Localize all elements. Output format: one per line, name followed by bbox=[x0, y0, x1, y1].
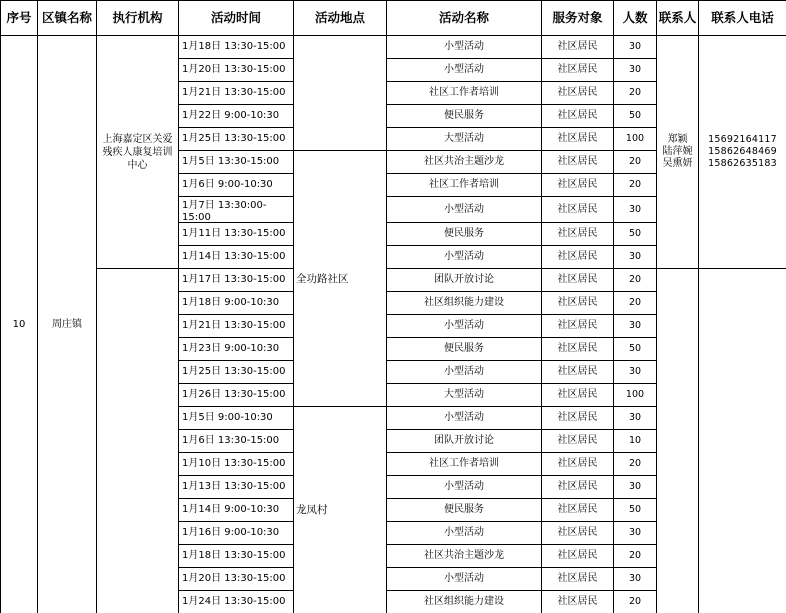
target-cell: 社区居民 bbox=[542, 568, 614, 591]
table-row bbox=[1, 36, 786, 59]
header-town: 区镇名称 bbox=[38, 1, 97, 36]
activity-name-cell: 小型活动 bbox=[387, 315, 542, 338]
contact-name: 郑颖 bbox=[667, 134, 688, 145]
target-cell: 社区居民 bbox=[542, 292, 614, 315]
count-cell: 20 bbox=[614, 269, 657, 292]
target-cell: 社区居民 bbox=[542, 246, 614, 269]
count-cell: 50 bbox=[614, 499, 657, 522]
time-cell: 1月21日 13:30-15:00 bbox=[179, 315, 294, 338]
count-cell: 30 bbox=[614, 476, 657, 499]
activity-name-cell: 便民服务 bbox=[387, 499, 542, 522]
time-cell: 1月11日 13:30-15:00 bbox=[179, 223, 294, 246]
target-cell: 社区居民 bbox=[542, 430, 614, 453]
header-org: 执行机构 bbox=[97, 1, 179, 36]
target-cell: 社区居民 bbox=[542, 36, 614, 59]
activity-name-cell: 社区组织能力建设 bbox=[387, 292, 542, 315]
activity-name-cell: 小型活动 bbox=[387, 36, 542, 59]
count-cell: 20 bbox=[614, 174, 657, 197]
index-cell: 10 bbox=[1, 36, 38, 613]
activity-name-cell: 大型活动 bbox=[387, 128, 542, 151]
count-cell: 50 bbox=[614, 105, 657, 128]
contact-name: 陆萍婉 bbox=[662, 146, 693, 157]
target-cell: 社区居民 bbox=[542, 315, 614, 338]
count-cell: 20 bbox=[614, 151, 657, 174]
time-cell: 1月22日 9:00-10:30 bbox=[179, 105, 294, 128]
count-cell: 30 bbox=[614, 197, 657, 223]
time-cell: 1月24日 13:30-15:00 bbox=[179, 591, 294, 613]
org-cell: 上海嘉定区关爱残疾人康复培训中心 bbox=[97, 36, 179, 269]
header-count: 人数 bbox=[614, 1, 657, 36]
target-cell: 社区居民 bbox=[542, 223, 614, 246]
activity-name-cell: 便民服务 bbox=[387, 338, 542, 361]
activity-name-cell: 社区工作者培训 bbox=[387, 82, 542, 105]
count-cell: 30 bbox=[614, 568, 657, 591]
time-cell: 1月14日 13:30-15:00 bbox=[179, 246, 294, 269]
count-cell: 50 bbox=[614, 223, 657, 246]
activity-name-cell: 大型活动 bbox=[387, 384, 542, 407]
activity-name-cell: 小型活动 bbox=[387, 476, 542, 499]
activity-name-cell: 社区共治主题沙龙 bbox=[387, 545, 542, 568]
target-cell: 社区居民 bbox=[542, 522, 614, 545]
phone-cell-empty bbox=[699, 269, 786, 613]
activity-name-cell: 小型活动 bbox=[387, 59, 542, 82]
target-cell: 社区居民 bbox=[542, 105, 614, 128]
time-cell: 1月20日 13:30-15:00 bbox=[179, 568, 294, 591]
location-cell: 龙凤村 bbox=[294, 407, 387, 613]
count-cell: 30 bbox=[614, 522, 657, 545]
time-cell: 1月18日 9:00-10:30 bbox=[179, 292, 294, 315]
time-cell: 1月20日 13:30-15:00 bbox=[179, 59, 294, 82]
activity-name-cell: 小型活动 bbox=[387, 407, 542, 430]
count-cell: 20 bbox=[614, 292, 657, 315]
contact-name: 吴熏妍 bbox=[662, 158, 693, 169]
count-cell: 30 bbox=[614, 246, 657, 269]
activity-name-cell: 便民服务 bbox=[387, 105, 542, 128]
target-cell: 社区居民 bbox=[542, 476, 614, 499]
count-cell: 20 bbox=[614, 82, 657, 105]
header-target: 服务对象 bbox=[542, 1, 614, 36]
location-cell: 全功路社区 bbox=[294, 151, 387, 407]
activity-name-cell: 团队开放讨论 bbox=[387, 430, 542, 453]
target-cell: 社区居民 bbox=[542, 499, 614, 522]
target-cell: 社区居民 bbox=[542, 128, 614, 151]
time-cell: 1月25日 13:30-15:00 bbox=[179, 128, 294, 151]
header-index: 序号 bbox=[1, 1, 38, 36]
phone-number: 15862635183 bbox=[708, 158, 777, 169]
activity-name-cell: 小型活动 bbox=[387, 522, 542, 545]
time-text: 1月7日 13:30:00-15:00 bbox=[182, 200, 267, 222]
time-cell: 1月26日 13:30-15:00 bbox=[179, 384, 294, 407]
time-cell: 1月16日 9:00-10:30 bbox=[179, 522, 294, 545]
target-cell: 社区居民 bbox=[542, 407, 614, 430]
time-cell: 1月6日 13:30-15:00 bbox=[179, 430, 294, 453]
activity-name-cell: 社区组织能力建设 bbox=[387, 591, 542, 613]
time-cell: 1月25日 13:30-15:00 bbox=[179, 361, 294, 384]
time-cell: 1月5日 13:30-15:00 bbox=[179, 151, 294, 174]
count-cell: 30 bbox=[614, 59, 657, 82]
activity-name-cell: 小型活动 bbox=[387, 361, 542, 384]
contact-cell-empty bbox=[657, 269, 699, 613]
phone-cell bbox=[699, 36, 786, 269]
contact-cell bbox=[657, 36, 699, 269]
org-cell-empty bbox=[97, 269, 179, 613]
target-cell: 社区居民 bbox=[542, 361, 614, 384]
town-cell: 周庄镇 bbox=[38, 36, 97, 613]
location-cell bbox=[294, 36, 387, 151]
header-time: 活动时间 bbox=[179, 1, 294, 36]
activity-name-cell: 社区工作者培训 bbox=[387, 174, 542, 197]
target-cell: 社区居民 bbox=[542, 453, 614, 476]
header-location: 活动地点 bbox=[294, 1, 387, 36]
time-cell: 1月6日 9:00-10:30 bbox=[179, 174, 294, 197]
activity-name-cell: 社区共治主题沙龙 bbox=[387, 151, 542, 174]
time-cell: 1月10日 13:30-15:00 bbox=[179, 453, 294, 476]
target-cell: 社区居民 bbox=[542, 59, 614, 82]
target-cell: 社区居民 bbox=[542, 384, 614, 407]
count-cell: 100 bbox=[614, 128, 657, 151]
header-row bbox=[1, 1, 786, 36]
target-cell: 社区居民 bbox=[542, 591, 614, 613]
phone-number: 15862648469 bbox=[708, 146, 777, 157]
activity-name-cell: 社区工作者培训 bbox=[387, 453, 542, 476]
target-cell: 社区居民 bbox=[542, 269, 614, 292]
count-cell: 30 bbox=[614, 361, 657, 384]
time-cell: 1月18日 13:30-15:00 bbox=[179, 36, 294, 59]
time-cell: 1月17日 13:30-15:00 bbox=[179, 269, 294, 292]
target-cell: 社区居民 bbox=[542, 151, 614, 174]
count-cell: 30 bbox=[614, 315, 657, 338]
time-cell: 1月21日 13:30-15:00 bbox=[179, 82, 294, 105]
count-cell: 100 bbox=[614, 384, 657, 407]
time-cell: 1月5日 9:00-10:30 bbox=[179, 407, 294, 430]
target-cell: 社区居民 bbox=[542, 82, 614, 105]
activity-name-cell: 小型活动 bbox=[387, 568, 542, 591]
count-cell: 50 bbox=[614, 338, 657, 361]
time-cell: 1月13日 13:30-15:00 bbox=[179, 476, 294, 499]
time-cell: 1月23日 9:00-10:30 bbox=[179, 338, 294, 361]
count-cell: 20 bbox=[614, 453, 657, 476]
time-cell: 1月18日 13:30-15:00 bbox=[179, 545, 294, 568]
activity-name-cell: 小型活动 bbox=[387, 246, 542, 269]
target-cell: 社区居民 bbox=[542, 545, 614, 568]
time-cell: 1月14日 9:00-10:30 bbox=[179, 499, 294, 522]
table-row bbox=[1, 269, 786, 292]
activity-name-cell: 小型活动 bbox=[387, 197, 542, 223]
target-cell: 社区居民 bbox=[542, 197, 614, 223]
count-cell: 10 bbox=[614, 430, 657, 453]
count-cell: 30 bbox=[614, 36, 657, 59]
count-cell: 20 bbox=[614, 545, 657, 568]
header-phone: 联系人电话 bbox=[699, 1, 786, 36]
table-body bbox=[1, 36, 786, 613]
phone-number: 15692164117 bbox=[708, 134, 777, 145]
header-contact: 联系人 bbox=[657, 1, 699, 36]
time-cell bbox=[179, 197, 294, 223]
activity-name-cell: 便民服务 bbox=[387, 223, 542, 246]
header-activity-name: 活动名称 bbox=[387, 1, 542, 36]
target-cell: 社区居民 bbox=[542, 338, 614, 361]
count-cell: 30 bbox=[614, 407, 657, 430]
target-cell: 社区居民 bbox=[542, 174, 614, 197]
activity-name-cell: 团队开放讨论 bbox=[387, 269, 542, 292]
count-cell: 20 bbox=[614, 591, 657, 613]
